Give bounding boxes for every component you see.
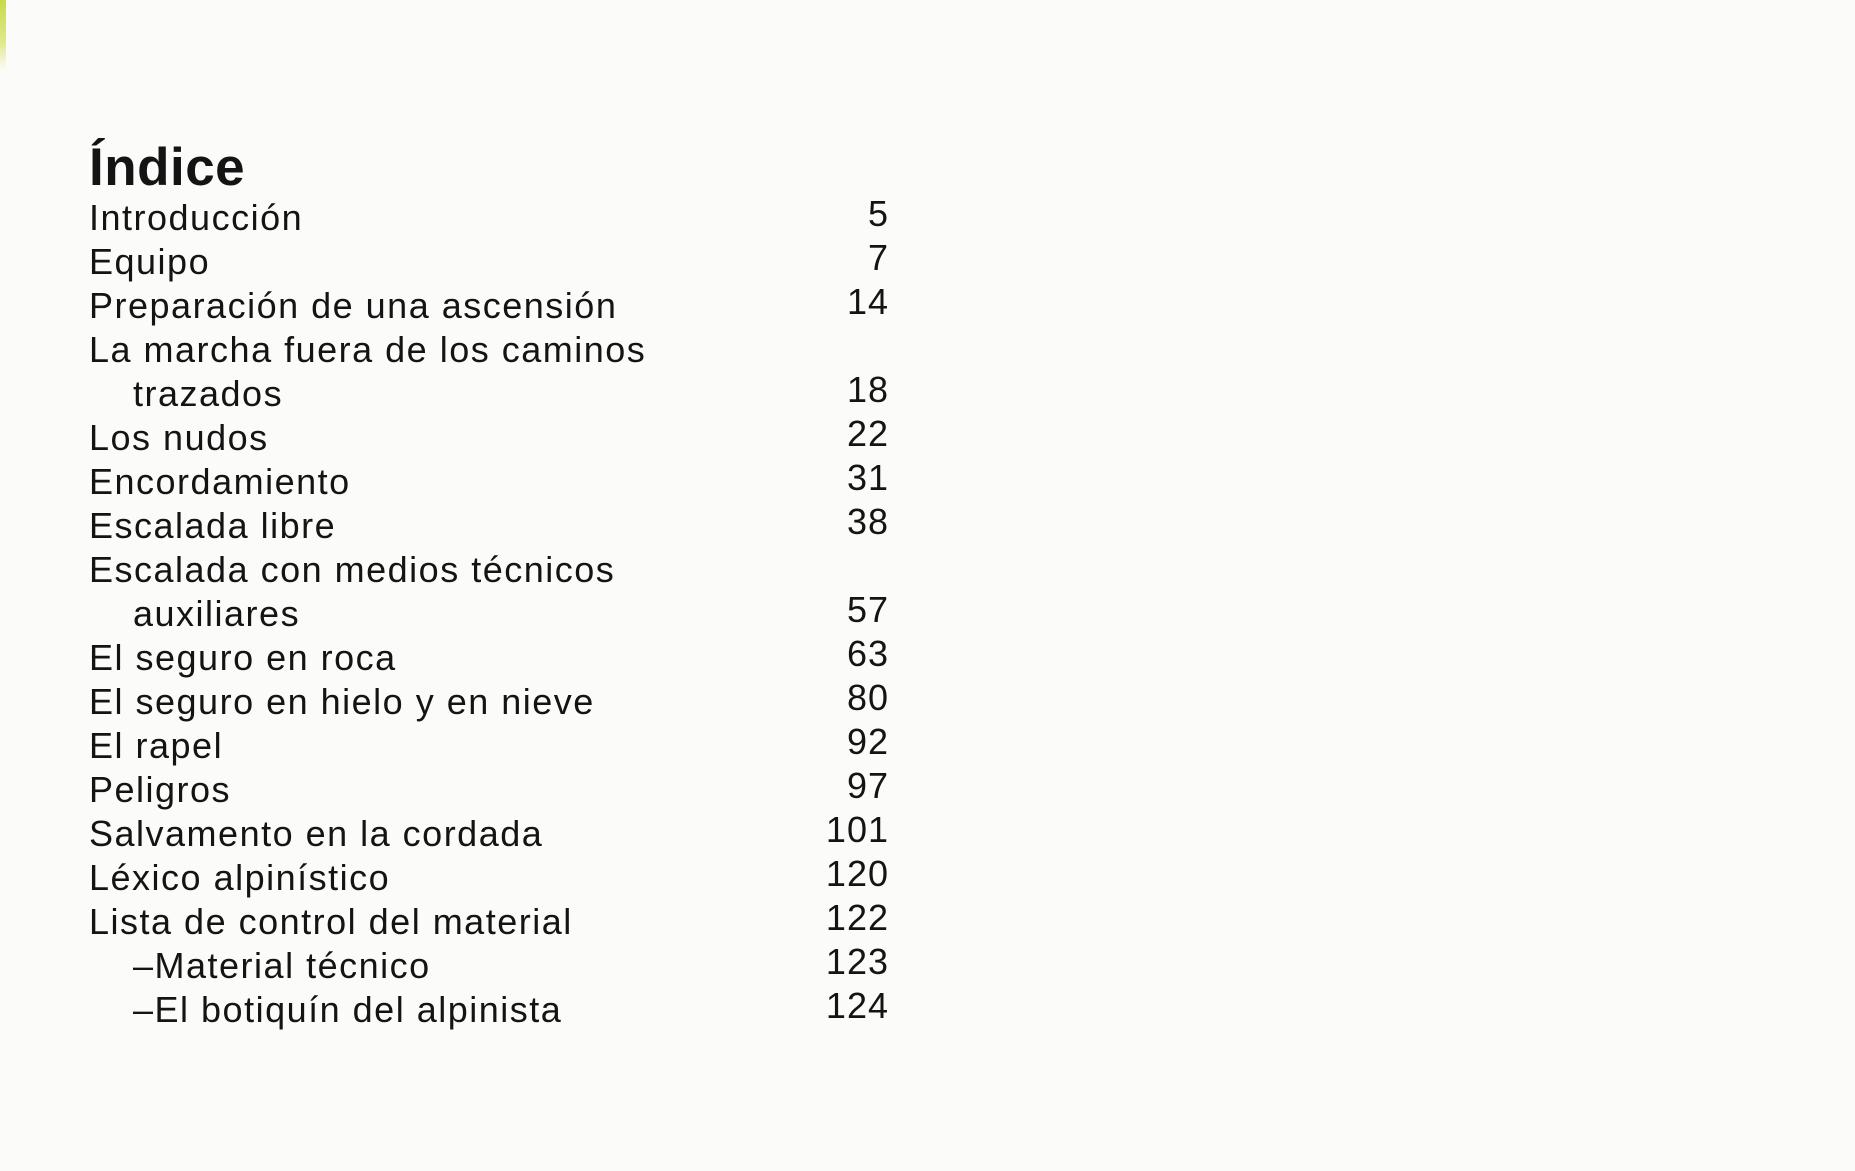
toc-entry-label: Preparación de una ascensión (89, 285, 618, 326)
toc-entry-page-number: 80 (846, 677, 889, 718)
toc-entry-label: Peligros (89, 769, 232, 810)
toc-entry-page-number: 18 (846, 369, 889, 410)
toc-entry (89, 721, 889, 768)
toc-entry (89, 765, 889, 812)
toc-entry-label: Equipo (89, 241, 211, 282)
toc-entry-label: La marcha fuera de los caminos (89, 329, 647, 370)
toc-entry (89, 897, 889, 944)
page-title: Índice (89, 138, 246, 197)
toc-entry-page-number: 122 (825, 897, 889, 938)
toc-entry-label: Los nudos (89, 417, 269, 458)
page-edge-stripe (0, 0, 6, 70)
toc-entry-label: Escalada libre (89, 505, 337, 546)
toc-entry (89, 853, 889, 900)
toc-entry-label: auxiliares (133, 593, 301, 634)
toc-entry (89, 589, 889, 636)
toc-entry-page-number: 22 (846, 413, 889, 454)
toc-entry-label: –El botiquín del alpinista (133, 989, 563, 1030)
toc-entry (89, 237, 889, 284)
toc-entry-page-number: 97 (846, 765, 889, 806)
toc-entry-page-number: 14 (846, 281, 889, 322)
toc-entry-label: Escalada con medios técnicos (89, 549, 616, 590)
toc-entry (89, 328, 889, 372)
toc-entry-page-number: 57 (846, 589, 889, 630)
toc-entry-page-number: 92 (846, 721, 889, 762)
toc-entry-page-number: 38 (846, 501, 889, 542)
toc-entry-page-number: 31 (846, 457, 889, 498)
toc-entry-label: trazados (133, 373, 284, 414)
table-of-contents (89, 140, 889, 1032)
toc-entry-label: El seguro en roca (89, 637, 397, 678)
toc-entries (89, 193, 889, 1032)
toc-entry (89, 548, 889, 592)
toc-entry (89, 281, 889, 328)
toc-entry-page-number: 63 (846, 633, 889, 674)
toc-entry (89, 193, 889, 240)
toc-entry-label: Encordamiento (89, 461, 351, 502)
toc-entry-label: –Material técnico (133, 945, 431, 986)
toc-entry (89, 413, 889, 460)
toc-entry-label: El seguro en hielo y en nieve (89, 681, 595, 722)
toc-entry-page-number: 101 (825, 809, 889, 850)
toc-entry-page-number: 120 (825, 853, 889, 894)
toc-entry-label: Introducción (89, 197, 304, 238)
toc-entry (89, 501, 889, 548)
toc-entry-page-number: 5 (867, 193, 889, 234)
toc-entry-page-number: 123 (825, 941, 889, 982)
toc-entry-page-number: 124 (825, 985, 889, 1026)
toc-entry (89, 985, 889, 1032)
toc-entry-label: Lista de control del material (89, 901, 573, 942)
toc-entry-label: El rapel (89, 725, 224, 766)
toc-entry (89, 941, 889, 988)
toc-entry-label: Léxico alpinístico (89, 857, 391, 898)
toc-entry (89, 369, 889, 416)
toc-entry (89, 677, 889, 724)
toc-entry-label: Salvamento en la cordada (89, 813, 544, 854)
toc-entry (89, 809, 889, 856)
toc-entry-page-number: 7 (867, 237, 889, 278)
toc-entry (89, 457, 889, 504)
toc-entry (89, 633, 889, 680)
